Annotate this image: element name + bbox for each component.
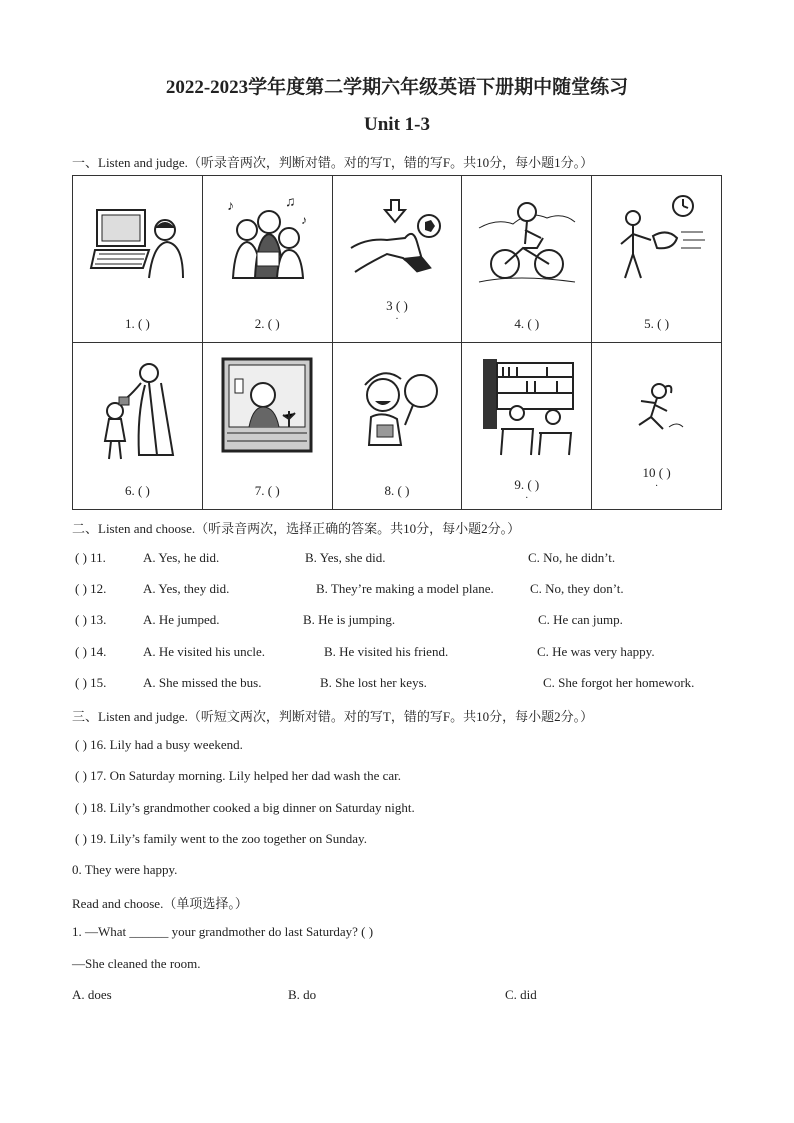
statement-19: ( ) 19. Lily’s family went to the zoo together on Sunday. (75, 831, 367, 846)
option-c: C. did (505, 987, 537, 1002)
singing-children-icon (217, 188, 317, 288)
statement-18: ( ) 18. Lily’s grandmother cooked a big dinner on Saturday night. (75, 800, 415, 815)
picture-cell-2 (202, 176, 332, 343)
picture-cell-10 (592, 343, 722, 510)
picture-cell-9 (462, 343, 592, 510)
picture-label-6: 6. ( ) (124, 483, 150, 498)
option-b: B. She lost her keys. (320, 675, 427, 690)
option-b: B. do (288, 987, 317, 1002)
page-title: 2022-2023学年度第二学期六年级英语下册期中随堂练习 (165, 77, 629, 98)
section2-heading: 二、Listen and choose.（听录音两次，选择正确的答案。共10分，每小题2分。） (72, 521, 521, 536)
option-c: C. He was very happy. (537, 644, 655, 659)
picture-cell-7 (202, 343, 332, 510)
option-b: B. He visited his friend. (324, 644, 449, 659)
question-number: ( ) 12. (75, 581, 107, 596)
picture-label-4: 4. ( ) (514, 316, 540, 331)
option-b: B. They’re making a model plane. (316, 581, 494, 596)
kicking-ball-icon (347, 188, 447, 288)
option-a: A. He jumped. (143, 612, 220, 627)
statement-16: ( ) 16. Lily had a busy weekend. (75, 737, 243, 752)
picture-cell-1 (73, 176, 203, 343)
picture-label-5: 5. ( ) (644, 316, 670, 331)
picture-cell-4 (462, 176, 592, 343)
section3-heading: 三、Listen and judge.（听短文两次，判断对错。对的写T，错的写F。共10分，每小题2分。） (72, 709, 594, 724)
statement-17: ( ) 17. On Saturday morning. Lily helped her dad wash the car. (75, 768, 401, 783)
statement-extra: 0. They were happy. (72, 862, 178, 877)
option-c: C. She forgot her homework. (543, 675, 695, 690)
girl-running-icon (617, 371, 697, 451)
section1-heading: 一、Listen and judge.（听录音两次，判断对错。对的写T，错的写F。共10分，每小题1分。） (72, 155, 594, 170)
option-c: C. No, he didn’t. (528, 550, 616, 565)
svg-text:♪: ♪ (301, 213, 308, 227)
picture-cell-5 (592, 176, 722, 343)
question-number: ( ) 13. (75, 612, 107, 627)
option-c: C. No, they don’t. (530, 581, 624, 596)
cotton-candy-boy-icon (347, 355, 447, 455)
section4-heading: Read and choose.（单项选择。） (72, 896, 248, 911)
picture-cell-8 (332, 343, 462, 510)
grandma-girl-icon (87, 355, 187, 465)
picture-label-2: 2. ( ) (254, 316, 280, 331)
picture-label-3: 3 ( ) . (386, 298, 408, 322)
running-late-icon (607, 188, 707, 288)
option-a: A. She missed the bus. (143, 675, 262, 690)
picture-cell-6 (73, 343, 203, 510)
window-cleaning-icon (219, 355, 315, 455)
library-reading-icon (477, 355, 577, 459)
picture-label-9: 9. ( ) . (514, 477, 540, 501)
computer-boy-icon (87, 188, 187, 288)
svg-text:♪: ♪ (227, 199, 235, 214)
picture-label-1: 1. ( ) (124, 316, 150, 331)
question-number: ( ) 15. (75, 675, 107, 690)
picture-grid (72, 175, 722, 510)
picture-label-8: 8. ( ) (384, 483, 410, 498)
option-a: A. Yes, they did. (143, 581, 230, 596)
unit-subtitle: Unit 1-3 (364, 114, 430, 135)
option-b: B. He is jumping. (303, 612, 396, 627)
read-question-1-answer: —She cleaned the room. (72, 956, 201, 971)
option-c: C. He can jump. (538, 612, 623, 627)
option-a: A. He visited his uncle. (143, 644, 266, 659)
option-b: B. Yes, she did. (305, 550, 386, 565)
question-number: ( ) 11. (75, 550, 106, 565)
svg-text:♫: ♫ (285, 195, 296, 210)
option-a: A. Yes, he did. (143, 550, 220, 565)
option-a: A. does (72, 987, 112, 1002)
picture-label-7: 7. ( ) (254, 483, 280, 498)
picture-label-10: 10 ( ) . (642, 465, 671, 489)
cycling-girl-icon (477, 188, 577, 288)
question-number: ( ) 14. (75, 644, 107, 659)
picture-cell-3 (332, 176, 462, 343)
read-question-1: 1. —What ______ your grandmother do last Saturday? ( ) (72, 924, 374, 939)
